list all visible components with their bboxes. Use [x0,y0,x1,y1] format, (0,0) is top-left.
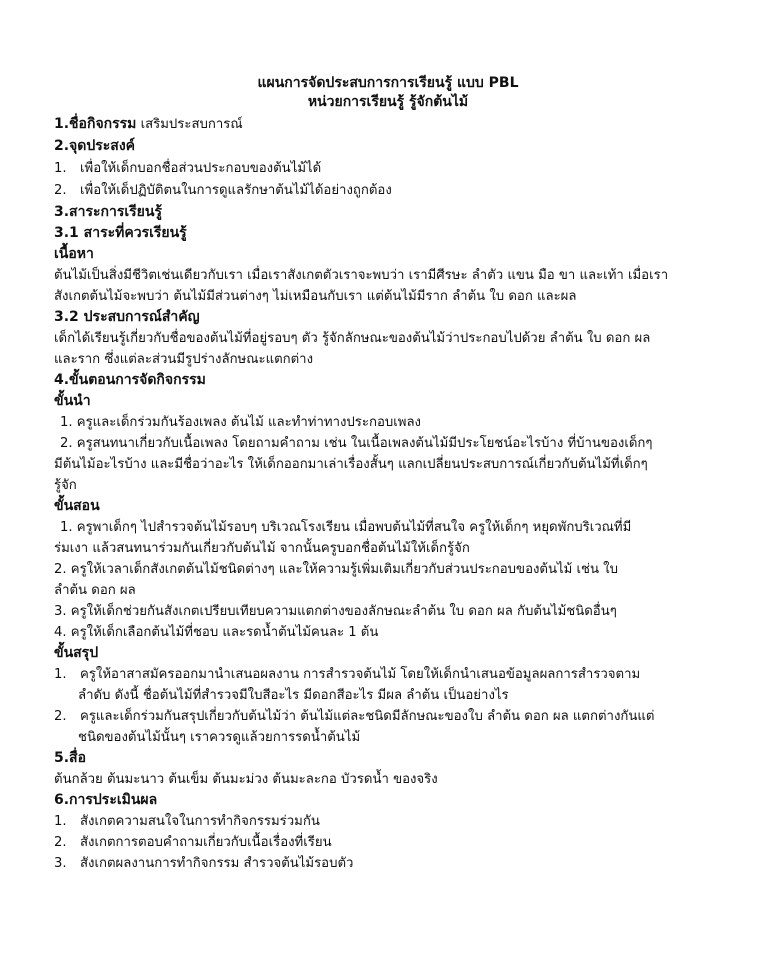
section-3-2-heading: 3.2 ประสบการณ์สำคัญ [54,309,200,325]
summary-step-continued: ชนิดของต้นไม้นั้นๆ เราควรดูแล้วยการรดน้ำต้นไม้ [78,730,361,745]
evaluation-item [54,810,320,831]
list-number: 1. [54,667,67,682]
objective-text: เพื่อให้เด็ปฏิบัติตนในการดูแลรักษาต้นไม้ได้อย่างถูกต้อง [80,183,392,198]
intro-step-continued: รู้จัก [54,478,77,493]
content-paragraph-line: ต้นไม้เป็นสิ่งมีชีวิตเช่นเดียวกับเรา เมื่อเราสังเกตตัวเราจะพบว่า เรามีศีรษะ ลำตัว แขน มือ ขา และเท้า เมื่อเรา [54,268,669,283]
teach-step-continued: ลำต้น ดอก ผล [54,583,136,598]
activity-name [54,113,243,135]
evaluation-item [54,831,332,852]
intro-stage-label: ขั้นนำ [54,393,91,409]
intro-step: 2. ครูสนทนาเกี่ยวกับเนื้อเพลง โดยถามคำถาม เช่น ในเนื้อเพลงต้นไม้มีประโยชน์อะไรบ้าง ที่บ้านของเด็กๆ [60,436,653,451]
teach-step: 2. ครูให้เวลาเด็กสังเกตต้นไม้ชนิดต่างๆ และให้ความรู้เพิ่มเติมเกี่ยวกับส่วนประกอบของต้นไม้ เช่น ใบ [54,562,618,577]
teach-step: 1. ครูพาเด็กๆ ไปสำรวจต้นไม้รอบๆ บริเวณโรงเรียน เมื่อพบต้นไม้ที่สนใจ ครูให้เด็กๆ หยุดพักบริเวณที่มี [60,520,632,535]
activity-name-value: เสริมประสบการณ์ [136,117,243,132]
summary-step-continued: ลำดับ ดังนี้ ชื่อต้นไม้ที่สำรวจมีใบสีอะไร มีดอกสีอะไร มีผล ลำต้น เป็นอย่างไร [78,688,509,703]
summary-step [54,663,640,684]
section-4-heading: 4.ขั้นตอนการจัดกิจกรรม [54,372,206,388]
content-paragraph-line: สังเกตต้นไม้จะพบว่า ต้นไม้มีส่วนต่างๆ ไม่เหมือนกับเรา แต่ต้นไม้มีราก ลำต้น ใบ ดอก และผล [54,289,577,304]
section-5-heading: 5.สื่อ [54,750,87,766]
evaluation-text: สังเกตความสนใจในการทำกิจกรรมร่วมกัน [80,814,320,829]
document-title: แผนการจัดประสบการการเรียนรู้ แบบ PBL [257,75,519,91]
teach-step: 4. ครูให้เด็กเลือกต้นไม้ที่ชอบ และรดน้ำต้นไม้คนละ 1 ต้น [54,625,379,640]
document-subtitle: หน่วยการเรียนรู้ รู้จักต้นไม้ [307,94,469,110]
materials-list: ต้นกล้วย ต้นมะนาว ต้นเข็ม ต้นมะม่วง ต้นมะละกอ บัวรดน้ำ ของจริง [54,772,438,787]
content-label: เนื้อหา [54,246,94,262]
list-number: 2. [54,835,67,850]
summary-text: ครูให้อาสาสมัครออกมานำเสนอผลงาน การสำรวจต้นไม้ โดยให้เด็กนำเสนอข้อมูลผลการสำรวจตาม [80,667,641,682]
section-3-heading: 3.สาระการเรียนรู้ [54,204,162,220]
teach-step-continued: ร่มเงา แล้วสนทนาร่วมกันเกี่ยวกับต้นไม้ จากนั้นครูบอกชื่อต้นไม้ให้เด็กรู้จัก [54,541,470,556]
objective-item [54,179,392,200]
section-6-heading: 6.การประเมินผล [54,792,158,808]
experience-line: เด็กได้เรียนรู้เกี่ยวกับชื่อของต้นไม้ที่อยู่รอบๆ ตัว รู้จักลักษณะของต้นไม้ว่าประกอบไปด้วย ลำต้น ใบ ดอก ผล [54,331,651,346]
teach-step: 3. ครูให้เด็กช่วยกันสังเกตเปรียบเทียบความแตกต่างของลักษณะลำต้น ใบ ดอก ผล กับต้นไม้ชนิดอื่นๆ [54,604,617,619]
list-number: 1. [54,814,67,829]
experience-line: และราก ซึ่งแต่ละส่วนมีรูปร่างลักษณะแตกต่าง [54,352,314,367]
objective-text: เพื่อให้เด็กบอกชื่อส่วนประกอบของต้นไม้ได้ [80,161,322,176]
intro-step-continued: มีต้นไม้อะไรบ้าง และมีชื่อว่าอะไร ให้เด็กออกมาเล่าเรื่องสั้นๆ แลกเปลี่ยนประสบการณ์เกี่ยวกับต้นไม้ที่เด็กๆ [54,457,648,472]
summary-stage-label: ขั้นสรุป [54,645,99,661]
summary-text: ครูและเด็กร่วมกันสรุปเกี่ยวกับต้นไม้ว่า ต้นไม้แต่ละชนิดมีลักษณะของใบ ลำต้น ดอก ผล แตกต่างกันแต่ [80,709,655,724]
summary-step [54,705,654,726]
evaluation-text: สังเกตผลงานการทำกิจกรรม สำรวจต้นไม้รอบตัว [80,856,354,871]
list-number: 1. [54,161,67,176]
evaluation-text: สังเกตการตอบคำถามเกี่ยวกับเนื้อเรื่องที่เรียน [80,835,332,850]
section-2-heading: 2.จุดประสงค์ [54,138,136,154]
section-3-1-heading: 3.1 สาระที่ควรเรียนรู้ [54,225,187,241]
list-number: 3. [54,856,67,871]
section-1-heading: 1.ชื่อกิจกรรม [54,116,137,132]
intro-step: 1. ครูและเด็กร่วมกันร้องเพลง ต้นไม้ และทำท่าทางประกอบเพลง [60,415,421,430]
evaluation-item [54,852,353,873]
objective-item [54,157,321,178]
teach-stage-label: ขั้นสอน [54,498,100,514]
list-number: 2. [54,709,67,724]
list-number: 2. [54,183,67,198]
